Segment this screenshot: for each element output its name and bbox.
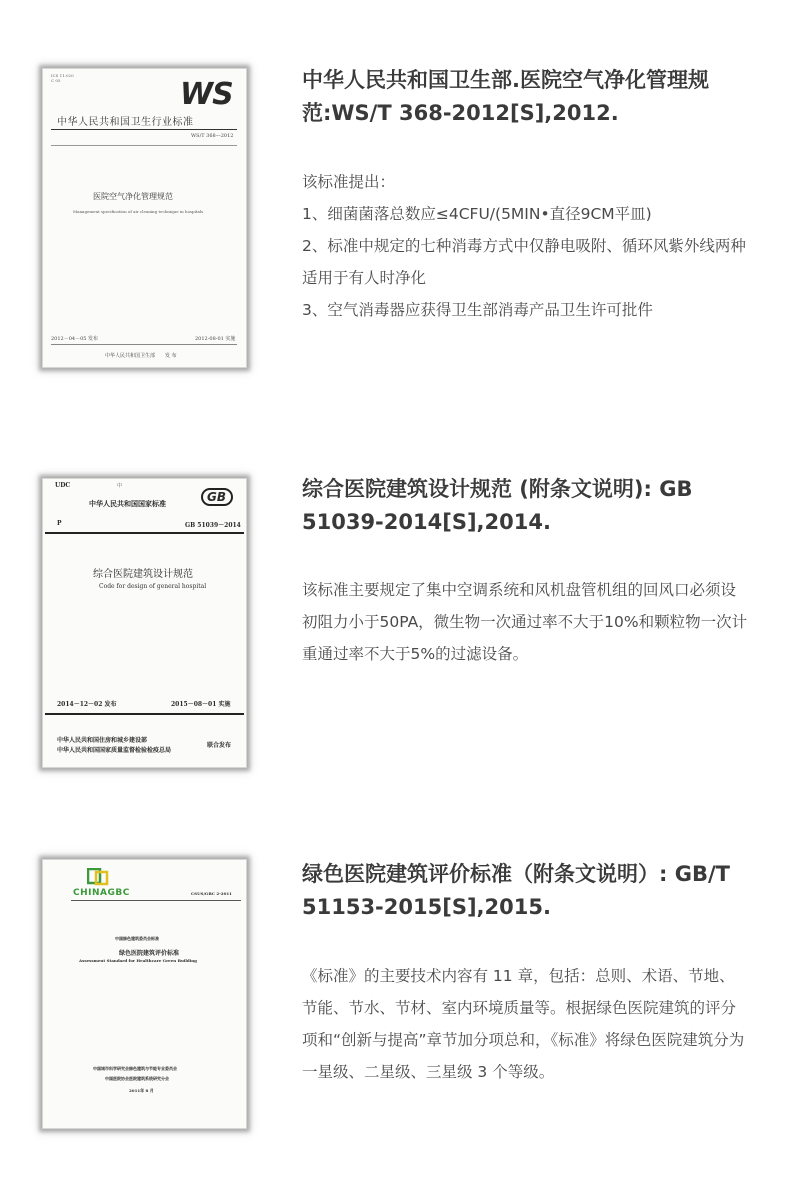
cover-rule-top xyxy=(71,900,241,901)
cover-impl-date: 2012-08-01 实施 xyxy=(195,336,236,342)
cover-ws-t-368 xyxy=(42,68,247,368)
cover-title-cn: 综合医院建筑设计规范 xyxy=(93,569,193,580)
cover-joint-issue: 联合发布 xyxy=(207,742,232,749)
cover-header: 中华人民共和国国家标准 xyxy=(89,499,166,508)
cover-title-en: Code for design of general hospital xyxy=(99,583,207,590)
cover-rule-bottom xyxy=(45,713,244,715)
cover-header: 中华人民共和国卫生行业标准 xyxy=(57,117,194,128)
body-line: 1、细菌菌落总数应≤4CFU/(5MIN•直径9CM平皿) xyxy=(302,205,652,223)
cover-issue-date: 2012－04－05 发布 xyxy=(51,336,99,342)
cover-title-cn: 医院空气净化管理规范 xyxy=(93,192,173,201)
cover-rule-top xyxy=(51,129,237,130)
item-body xyxy=(302,574,748,670)
cover-issuer-1: 中华人民共和国住房和城乡建设部 xyxy=(57,737,148,744)
cover-issue-date: 2014－12－02 发布 xyxy=(57,701,117,708)
cover-p: P xyxy=(57,520,62,527)
cover-udc-mark: 中 xyxy=(117,483,123,489)
body-paragraph: 《标准》的主要技术内容有 11 章，包括：总则、术语、节地、节能、节水、节材、室内环境质量等。根据绿色医院建筑的评分项和“创新与提高”章节加分项总和，《标准》将绿色医院建筑分为一星级、二星级、三星级 3 个等级。 xyxy=(302,967,745,1081)
cover-issuer-1: 中国城市科学研究会绿色建筑与节能专业委员会 xyxy=(93,1066,177,1071)
item-title: 综合医院建筑设计规范 (附条文说明): GB 51039-2014[S],2014. xyxy=(302,477,693,534)
item-title: 中华人民共和国卫生部.医院空气净化管理规范:WS/T 368-2012[S],2012. xyxy=(302,68,709,125)
gb-logo: GB xyxy=(201,488,233,506)
cover-rule-bottom xyxy=(51,344,237,345)
cover-impl-date: 2015－08－01 实施 xyxy=(171,701,231,708)
cover-issuer-2: 中华人民共和国国家质量监督检验检疫总局 xyxy=(57,747,172,754)
cover-title-en: Assessment Standard for Healthcare Green Building xyxy=(79,958,197,963)
chinagbc-logo-icon xyxy=(87,868,109,886)
cover-title-en: Management specification of air cleaning technique in hospitals xyxy=(73,209,204,214)
body-paragraph: 该标准主要规定了集中空调系统和风机盘管机组的回风口必须设初阻力小于50PA，微生物一次通过率不大于10%和颗粒物一次计重通过率不大于5%的过滤设备。 xyxy=(302,581,748,663)
cover-rule-mid xyxy=(51,145,237,146)
cover-gb-51039 xyxy=(42,478,247,768)
cover-udc: UDC xyxy=(55,482,71,489)
ws-logo: WS xyxy=(180,77,233,112)
cover-std-no: WS/T 368—2012 xyxy=(191,133,234,139)
item-body xyxy=(302,166,748,326)
cover-issuer-2: 中国医院协会医院建筑系统研究分会 xyxy=(105,1076,169,1081)
cover-issuer: 中华人民共和国卫生部 发 布 xyxy=(105,353,177,359)
cover-title-cn: 绿色医院建筑评价标准 xyxy=(119,950,180,957)
cover-date: 2011年 8 月 xyxy=(129,1088,154,1093)
body-line: 2、标准中规定的七种消毒方式中仅静电吸附、循环风紫外线两种适用于有人时净化 xyxy=(302,237,746,287)
cover-std-no: CSUS/GBC 2-2011 xyxy=(191,891,232,896)
body-line: 3、空气消毒器应获得卫生部消毒产品卫生许可批件 xyxy=(302,301,653,319)
cover-org-line: 中国绿色建筑委员会标准 xyxy=(115,936,159,941)
cover-small-codes: ICS 11.020 C 05 xyxy=(51,73,74,83)
body-line: 该标准提出： xyxy=(302,173,396,191)
cover-std-no: GB 51039－2014 xyxy=(185,522,241,529)
chinagbc-brand: CHINAGBC xyxy=(73,888,130,898)
item-title: 绿色医院建筑评价标准（附条文说明）: GB/T 51153-2015[S],2015. xyxy=(302,862,730,919)
item-body xyxy=(302,960,748,1088)
cover-chinagbc xyxy=(42,859,247,1129)
cover-rule-top xyxy=(45,532,244,534)
